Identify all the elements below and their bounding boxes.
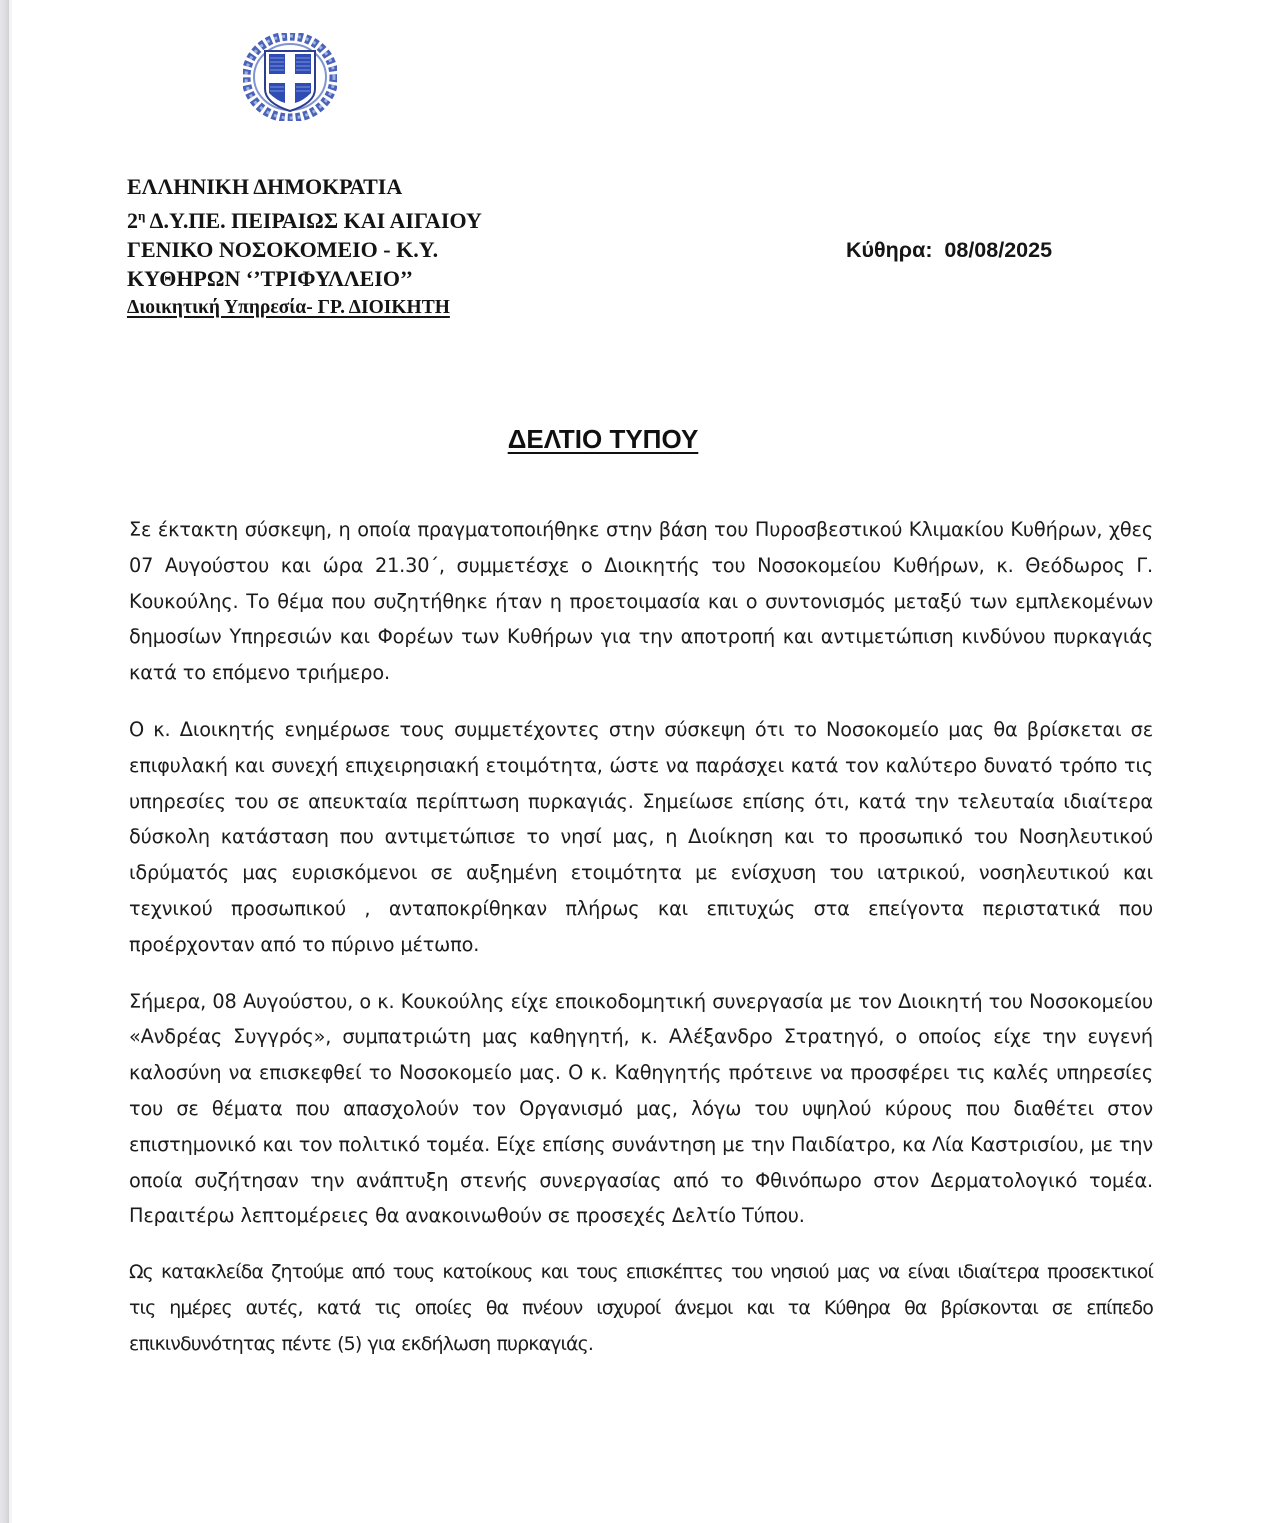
letterhead-country: ΕΛΛΗΝΙΚΗ ΔΗΜΟΚΡΑΤΙΑ	[127, 174, 403, 199]
body-paragraph: Ως κατακλείδα ζητούμε από τους κατοίκους και τους επισκέπτες του νησιού μας να είναι ιδιαίτερα προσεκτικοί τις ημέρες αυτές, κατά τις οποίες θα πνέουν ισχυροί άνεμοι και τα Κύθηρα θα βρίσκονται σε επίπεδο επικινδυνότητας πέντε (5) για εκδήλωση πυρκαγιάς.	[129, 1261, 1153, 1355]
letterhead-region-name: Δ.Υ.ΠΕ. ΠΕΙΡΑΙΩΣ ΚΑΙ ΑΙΓΑΙΟΥ	[145, 208, 482, 233]
page-edge-gap	[9, 0, 12, 1523]
page-left-edge	[0, 0, 9, 1523]
body-paragraph: Σήμερα, 08 Αυγούστου, ο κ. Κουκούλης είχε εποικοδομητική συνεργασία με τον Διοικητή του Νοσοκομείου «Ανδρέας Συγγρός», συμπατριώτη μας καθηγητή, κ. Αλέξανδρο Στρατηγό, ο οποίος είχε την ευγενή καλοσύνη να επισκεφθεί το Νοσοκομείο μας. Ο κ. Καθηγητής πρότεινε να προσφέρει τις καλές υπηρεσίες του σε θέματα που απασχολούν τον Οργανισμό μας, λόγω του υψηλού κύρους που διαθέτει στον επιστημονικό και τον πολιτικό τομέα. Είχε επίσης συνάντηση με την Παιδίατρο, κα Λία Καστρισίου, με την οποία συζήτησαν την ανάπτυξη στενής συνεργασίας από το Φθινόπωρο στον Δερματολογικό τομέα. Περαιτέρω λεπτομέρειες θα ανακοινωθούν σε προσεχές Δελτίο Τύπου.	[129, 989, 1153, 1228]
document-body	[129, 512, 1153, 1384]
body-paragraph: Ο κ. Διοικητής ενημέρωσε τους συμμετέχοντες στην σύσκεψη ότι το Νοσοκομείο μας θα βρίσκεται σε επιφυλακή και συνεχή επιχειρησιακή ετοιμότητα, ώστε να παράσχει κατά τον καλύτερο δυνατό τρόπο τις υπηρεσίες του σε απευκταία περίπτωση πυρκαγιάς. Σημείωσε επίσης ότι, κατά την τελευταία ιδιαίτερα δύσκολη κατάσταση που αντιμετώπισε το νησί μας, η Διοίκηση και το προσωπικό του Νοσηλευτικού ιδρύματός μας ευρισκόμενοι σε αυξημένη ετοιμότητα με ενίσχυση του ιατρικού, νοσηλευτικού και τεχνικού προσωπικού , ανταποκρίθηκαν πλήρως και επιτυχώς στα επείγοντα περιστατικά που προέρχονταν από το πύρινο μέτωπο.	[129, 717, 1153, 956]
document-title: ΔΕΛΤΙΟ ΤΥΠΟΥ	[507, 424, 699, 454]
letterhead-hospital: ΓΕΝΙΚΟ ΝΟΣΟΚΟΜΕΙΟ - Κ.Υ.	[127, 237, 439, 262]
letterhead-health-region	[127, 201, 482, 235]
letterhead	[127, 172, 482, 322]
letterhead-department: Διοικητική Υπηρεσία- ΓΡ. ΔΙΟΙΚΗΤΗ	[127, 297, 450, 318]
place-date: Κύθηρα: 08/08/2025	[846, 238, 1053, 262]
greek-coat-of-arms-icon	[243, 33, 337, 121]
body-paragraph: Σε έκτακτη σύσκεψη, η οποία πραγματοποιήθηκε στην βάση του Πυροσβεστικού Κλιμακίου Κυθήρων, χθες 07 Αυγούστου και ώρα 21.30΄, συμμετέσχε ο Διοικητής του Νοσοκομείου Κυθήρων, κ. Θεόδωρος Γ. Κουκούλης. Το θέμα που συζητήθηκε ήταν η προετοιμασία και ο συντονισμός μεταξύ των εμπλεκομένων δημοσίων Υπηρεσιών και Φορέων των Κυθήρων για την αποτροπή και αντιμετώπιση κινδύνου πυρκαγιάς κατά το επόμενο τριήμερο.	[129, 518, 1153, 685]
letterhead-region-number: 2	[127, 208, 138, 233]
letterhead-ordinal-suffix: η	[138, 208, 146, 223]
letterhead-hospital-name: ΚΥΘΗΡΩΝ ‘’ΤΡΙΦΥΛΛΕΙΟ’’	[127, 266, 413, 291]
